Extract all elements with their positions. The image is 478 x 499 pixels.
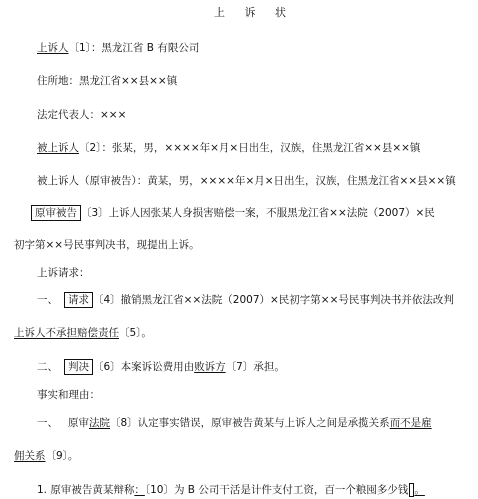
appellant-ref: 〔1〕 (68, 42, 91, 54)
title-char-2: 诉 (244, 6, 256, 19)
request-1 (37, 293, 454, 307)
appellee-label: 被上诉人 (37, 142, 79, 154)
request-2-text-a: 〔6〕本案诉讼费用由 (93, 361, 195, 373)
appellee-value: ：张某，男，××××年×月×日出生，汉族，住黑龙江省××县××镇 (101, 142, 421, 154)
request-2 (37, 360, 285, 374)
request-1-text: 〔4〕撤销黑龙江省××法院（2007）×民初字第××号民事判决书并依法改判 (93, 294, 454, 306)
appellant-value: ：黑龙江省 B 有限公司 (90, 42, 200, 54)
paragraph-1-continued: 初字第××号民事判决书，现提出上诉。 (14, 239, 200, 251)
legal-rep-line: 法定代表人：××× (37, 109, 127, 121)
address-line: 住所地：黑龙江省××县××镇 (37, 75, 178, 87)
fact-2-underlined-colon: ： (134, 484, 145, 496)
fact-2-underlined-period: 。 (414, 484, 425, 496)
appellant-line (37, 41, 199, 55)
fact-1 (37, 416, 432, 430)
appellee-ref: 〔2〕 (79, 142, 102, 154)
fact-1-underlined-not: 而不是雇 (389, 417, 432, 429)
boxed-term-original-defendant: 原审被告 (31, 205, 81, 221)
request-2-text-c: 〔7〕承担。 (225, 361, 285, 373)
fact-1-underlined-court: 法院 (89, 417, 110, 429)
title-char-3: 状 (275, 6, 286, 19)
request-2-underlined: 败诉方 (194, 361, 226, 373)
appellee2-line: 被上诉人（原审被告）：黄某，男，××××年×月×日出生，汉族，住黑龙江省××县××镇 (37, 175, 456, 187)
appellee-line (37, 141, 420, 155)
paragraph-1-text: 〔3〕上诉人因张某人身损害赔偿一案，不服黑龙江省××法院（2007）×民 (81, 207, 435, 219)
fact-2 (37, 483, 425, 497)
fact-1-underlined-employment: 佣关系 (14, 450, 46, 462)
facts-heading: 事实和理由： (37, 389, 100, 401)
document-title (214, 6, 286, 20)
requests-heading: 上诉请求： (37, 267, 90, 279)
request-1-prefix: 一、 (37, 294, 58, 306)
fact-1-text-a: 原审 (68, 417, 89, 429)
appellant-label: 上诉人 (37, 42, 69, 54)
boxed-term-request: 请求 (64, 292, 93, 308)
request-1-underlined: 上诉人不承担赔偿责任 (14, 327, 119, 339)
fact-1-continued (14, 449, 78, 463)
fact-2-text-a: 1. 原审被告黄某辩称 (37, 484, 135, 496)
fact-2-text-c: 〔10〕为 B 公司干活是计件支付工资，百一个粮囤多少钱 (144, 484, 409, 496)
title-char-1: 上 (214, 6, 225, 19)
fact-1-ref: 〔9〕。 (45, 450, 79, 462)
request-2-prefix: 二、 (37, 361, 58, 373)
request-1-ref: 〔5〕。 (119, 327, 152, 339)
fact-1-prefix: 一、 (37, 417, 58, 429)
boxed-term-judgment: 判决 (64, 359, 93, 375)
fact-1-text-c: 〔8〕认定事实错误，原审被告黄某与上诉人之间是承揽关系 (110, 417, 390, 429)
request-1-continued (14, 326, 152, 340)
paragraph-1 (31, 206, 435, 220)
